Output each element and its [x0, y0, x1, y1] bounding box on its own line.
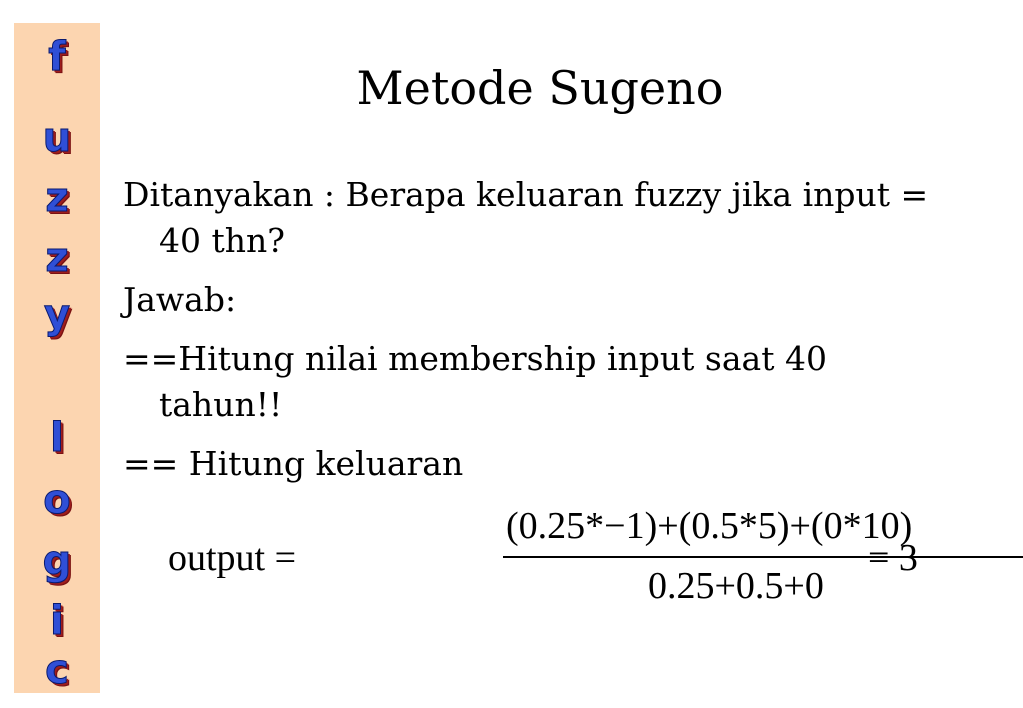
formula-result: = 3 [868, 537, 918, 579]
sidebar-letter: y [43, 292, 71, 338]
sugeno-output-formula [168, 498, 958, 618]
sidebar-letter: u [42, 115, 72, 161]
sidebar-letter: f [48, 34, 66, 80]
sidebar-letter: i [50, 598, 64, 644]
formula-numerator: (0.25*−1)+(0.5*5)+(0*10) [506, 505, 913, 547]
output-step: == Hitung keluaran [123, 444, 464, 483]
sidebar-letter: z [45, 175, 69, 221]
fuzzy-logic-sidebar [14, 23, 100, 693]
question-paragraph: Ditanyakan : Berapa keluaran fuzzy jika input = 40 thn? [123, 175, 929, 260]
slide-title: Metode Sugeno [356, 61, 724, 115]
answer-label: Jawab: [123, 280, 237, 319]
membership-step: ==Hitung nilai membership input saat 40 tahun!! [123, 339, 827, 424]
sidebar-letter: c [45, 647, 69, 693]
formula-denominator: 0.25+0.5+0 [648, 565, 824, 607]
sidebar-letter: l [50, 415, 64, 461]
sidebar-letter: g [42, 538, 72, 584]
slide-body [123, 172, 953, 500]
formula-lhs: output = [168, 537, 297, 579]
sidebar-letter: z [45, 235, 69, 281]
sidebar-letter: o [43, 477, 71, 523]
fraction-bar [503, 556, 1023, 558]
